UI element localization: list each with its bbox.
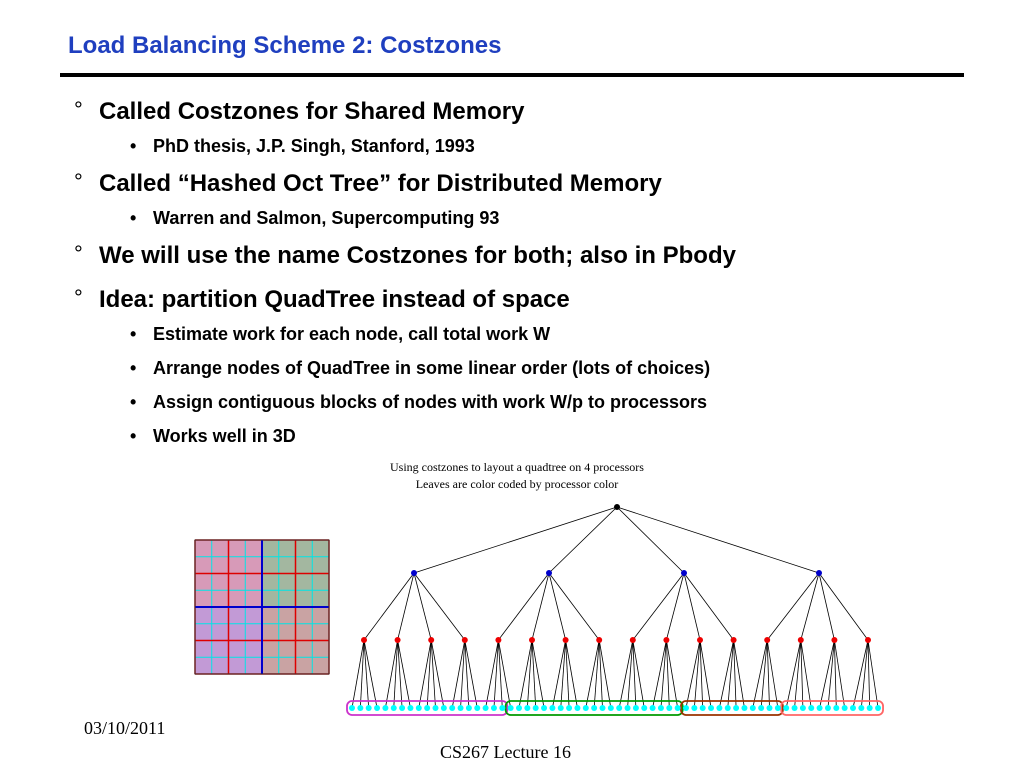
- bullet-marker-icon: °: [74, 169, 83, 194]
- tree-edge: [684, 573, 700, 640]
- tree-edge: [795, 640, 801, 708]
- tree-edge: [594, 640, 599, 708]
- level2-node: [563, 637, 569, 643]
- leaf-node: [374, 705, 380, 711]
- level1-node: [816, 570, 822, 576]
- bullet-marker-icon: °: [74, 241, 83, 266]
- leaf-node: [558, 705, 564, 711]
- leaf-node: [458, 705, 464, 711]
- leaf-node: [708, 705, 714, 711]
- leaf-node: [733, 705, 739, 711]
- tree-edge: [549, 507, 617, 573]
- leaf-node: [767, 705, 773, 711]
- leaf-node: [591, 705, 597, 711]
- level2-node: [865, 637, 871, 643]
- tree-edge: [617, 507, 819, 573]
- leaf-node: [616, 705, 622, 711]
- level2-node: [395, 637, 401, 643]
- leaf-node: [808, 705, 814, 711]
- tree-edge: [786, 640, 801, 708]
- dot-bullet-icon: •: [130, 136, 137, 156]
- tree-edge: [398, 573, 414, 640]
- level1-node: [546, 570, 552, 576]
- level2-node: [831, 637, 837, 643]
- tree-edge: [633, 573, 684, 640]
- sub-bullet-text: Assign contiguous blocks of nodes with work W/p to processors: [153, 392, 708, 412]
- sub-bullet-text: Works well in 3D: [153, 426, 296, 446]
- tree-edge: [498, 573, 549, 640]
- leaf-node: [433, 705, 439, 711]
- leaf-node: [483, 705, 489, 711]
- leaf-node: [666, 705, 672, 711]
- level1-node: [681, 570, 687, 576]
- leaf-node: [675, 705, 681, 711]
- leaf-node: [741, 705, 747, 711]
- leaf-node: [641, 705, 647, 711]
- leaf-node: [366, 705, 372, 711]
- tree-edge: [617, 507, 684, 573]
- sub-bullet-text: Arrange nodes of QuadTree in some linear order (lots of choices): [153, 358, 711, 378]
- leaf-node: [349, 705, 355, 711]
- dot-bullet-icon: •: [130, 358, 137, 378]
- level2-node: [663, 637, 669, 643]
- leaf-node: [466, 705, 472, 711]
- leaf-node: [441, 705, 447, 711]
- leaf-node: [758, 705, 764, 711]
- tree-edge: [684, 573, 734, 640]
- tree-edge: [619, 640, 633, 708]
- tree-edge: [767, 573, 819, 640]
- tree-edge: [719, 640, 733, 708]
- tree-edge: [653, 640, 667, 708]
- leaf-node: [842, 705, 848, 711]
- leaf-node: [541, 705, 547, 711]
- slide-title: Load Balancing Scheme 2: Costzones: [68, 32, 502, 59]
- tree-edge: [414, 507, 617, 573]
- leaf-node: [850, 705, 856, 711]
- leaf-node: [633, 705, 639, 711]
- tree-edge: [549, 573, 566, 640]
- tree-edge: [661, 640, 666, 708]
- leaf-node: [391, 705, 397, 711]
- dot-bullet-icon: •: [130, 392, 137, 412]
- leaf-node: [825, 705, 831, 711]
- tree-edge: [861, 640, 868, 708]
- leaf-node: [474, 705, 480, 711]
- level2-node: [495, 637, 501, 643]
- leaf-node: [716, 705, 722, 711]
- dot-bullet-icon: •: [130, 426, 137, 446]
- leaf-node: [783, 705, 789, 711]
- leaf-node: [424, 705, 430, 711]
- leaf-node: [407, 705, 413, 711]
- level2-node: [462, 637, 468, 643]
- leaf-node: [858, 705, 864, 711]
- leaf-node: [725, 705, 731, 711]
- level2-node: [697, 637, 703, 643]
- leaf-node: [533, 705, 539, 711]
- leaf-node: [382, 705, 388, 711]
- leaf-node: [658, 705, 664, 711]
- tree-edge: [801, 573, 819, 640]
- leaf-node: [399, 705, 405, 711]
- leaf-node: [566, 705, 572, 711]
- tree-edge: [853, 640, 868, 708]
- leaf-node: [357, 705, 363, 711]
- tree-edge: [828, 640, 834, 708]
- level2-node: [798, 637, 804, 643]
- leaf-node: [508, 705, 514, 711]
- level2-node: [630, 637, 636, 643]
- leaf-node: [516, 705, 522, 711]
- leaf-node: [833, 705, 839, 711]
- leaf-node: [650, 705, 656, 711]
- dot-bullet-icon: •: [130, 208, 137, 228]
- leaf-node: [499, 705, 505, 711]
- sub-bullet-text: Warren and Salmon, Supercomputing 93: [153, 208, 500, 228]
- leaf-node: [524, 705, 530, 711]
- level2-node: [596, 637, 602, 643]
- leaf-node: [691, 705, 697, 711]
- tree-edge: [761, 640, 767, 708]
- leaf-node: [600, 705, 606, 711]
- figure-caption-line2: Leaves are color coded by processor color: [415, 477, 619, 491]
- leaf-node: [800, 705, 806, 711]
- slide-date: 03/10/2011: [84, 718, 166, 738]
- leaf-node: [549, 705, 555, 711]
- leaf-node: [683, 705, 689, 711]
- tree-edge: [586, 640, 599, 708]
- bullet-text: Idea: partition QuadTree instead of space: [99, 286, 570, 313]
- bullet-text: Called Costzones for Shared Memory: [99, 98, 525, 125]
- tree-edge: [820, 640, 835, 708]
- tree-edge: [561, 640, 566, 708]
- tree-edge: [414, 573, 465, 640]
- leaf-node: [583, 705, 589, 711]
- tree-edge: [753, 640, 767, 708]
- level2-node: [731, 637, 737, 643]
- level2-node: [529, 637, 535, 643]
- slide-lecture: CS267 Lecture 16: [440, 742, 571, 762]
- sub-bullet-text: PhD thesis, J.P. Singh, Stanford, 1993: [153, 136, 475, 156]
- leaf-node: [817, 705, 823, 711]
- level2-node: [361, 637, 367, 643]
- bullet-marker-icon: °: [74, 285, 83, 310]
- tree-edge: [414, 573, 431, 640]
- leaf-node: [700, 705, 706, 711]
- dot-bullet-icon: •: [130, 324, 137, 344]
- leaf-node: [775, 705, 781, 711]
- leaf-node: [750, 705, 756, 711]
- leaf-node: [491, 705, 497, 711]
- tree-edge: [549, 573, 599, 640]
- bullet-marker-icon: °: [74, 97, 83, 122]
- bullet-text: We will use the name Costzones for both; also in Pbody: [99, 242, 736, 269]
- tree-edge: [364, 573, 414, 640]
- leaf-node: [625, 705, 631, 711]
- level1-node: [411, 570, 417, 576]
- leaf-node: [792, 705, 798, 711]
- level2-node: [764, 637, 770, 643]
- leaf-node: [416, 705, 422, 711]
- leaf-node: [608, 705, 614, 711]
- root-node: [614, 504, 620, 510]
- sub-bullet-text: Estimate work for each node, call total work W: [153, 324, 551, 344]
- level2-node: [428, 637, 434, 643]
- tree-edges: [352, 507, 878, 708]
- tree-edge: [694, 640, 700, 708]
- leaf-node: [574, 705, 580, 711]
- figure-caption-line1: Using costzones to layout a quadtree on 4 processors: [390, 460, 644, 474]
- leaf-node: [449, 705, 455, 711]
- bullet-text: Called “Hashed Oct Tree” for Distributed Memory: [99, 170, 662, 197]
- quadtree-grid-image: [195, 540, 329, 674]
- tree-edge: [552, 640, 565, 708]
- leaf-node: [875, 705, 881, 711]
- tree-edge: [628, 640, 633, 708]
- leaf-node: [867, 705, 873, 711]
- tree-edge: [666, 573, 684, 640]
- tree-edge: [686, 640, 700, 708]
- tree-edge: [728, 640, 734, 708]
- tree-edge: [532, 573, 549, 640]
